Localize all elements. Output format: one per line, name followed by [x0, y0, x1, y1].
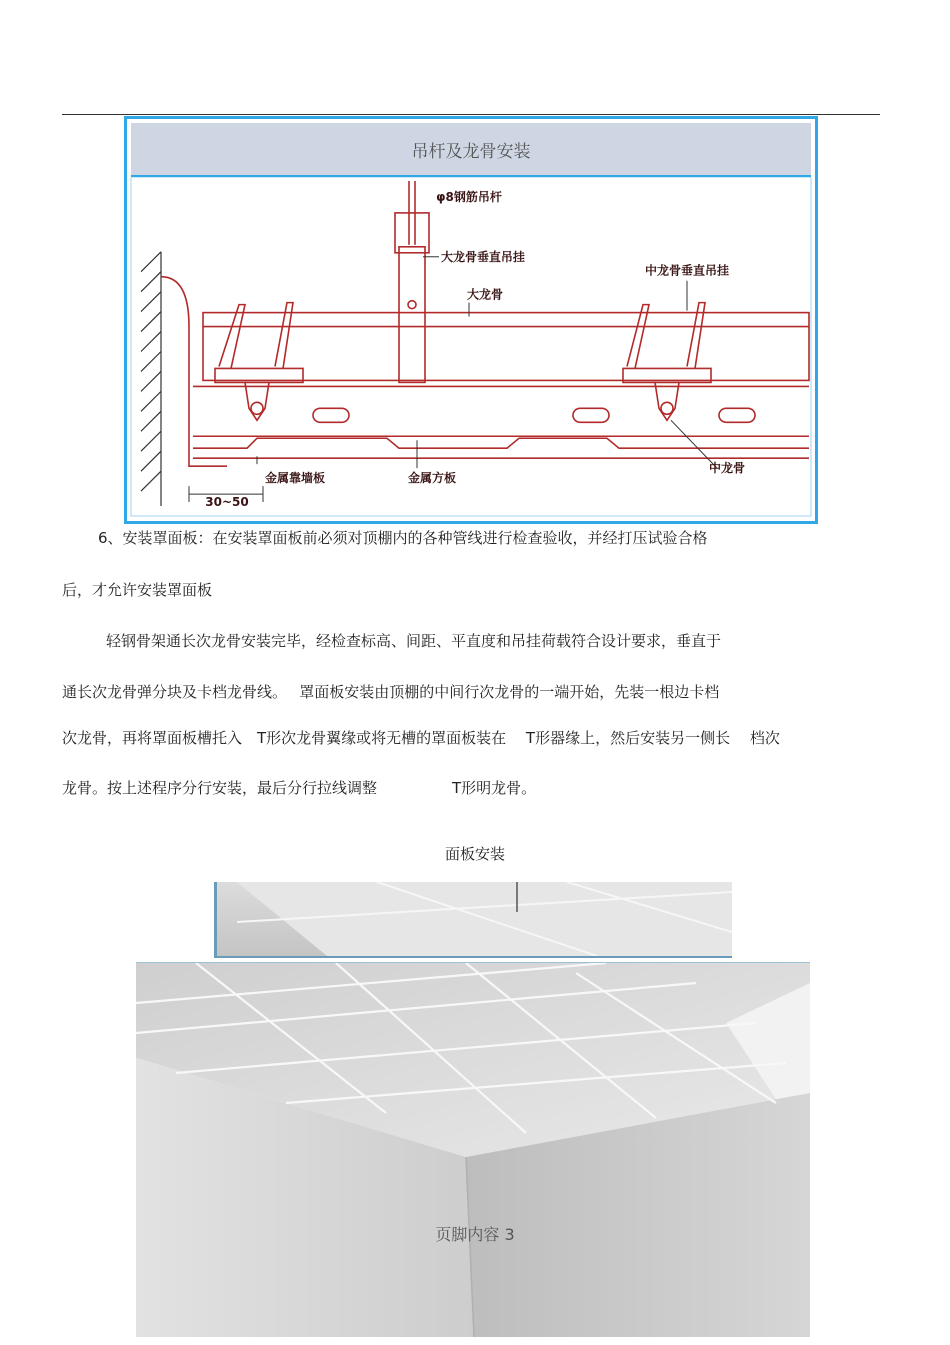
- wall-hatch: [141, 252, 161, 506]
- keel-installation-diagram: [124, 116, 818, 524]
- label-main-hanger: 大龙骨垂直吊挂: [441, 249, 525, 264]
- top-rule: [62, 114, 880, 115]
- diagram-title: 吊杆及龙骨安装: [131, 123, 811, 177]
- page-footer: 页脚内容 3: [435, 1225, 515, 1244]
- ceiling-photo-small: [214, 882, 732, 958]
- label-mid-keel: 中龙骨: [709, 461, 745, 476]
- paragraph-1-line-1: 6、安装罩面板：在安装罩面板前必须对顶棚内的各种管线进行检查验收，并经打压试验合格: [98, 529, 708, 547]
- paragraph-2-line-1: 轻钢骨架通长次龙骨安装完毕，经检查标高、间距、平直度和吊挂荷载符合设计要求，垂直于: [106, 632, 722, 650]
- leader-lines: [189, 257, 717, 502]
- paragraph-2-line-4: 龙骨。按上述程序分行安装，最后分行拉线调整 T形明龙骨。: [62, 779, 537, 797]
- label-wall-board: 金属靠墙板: [265, 471, 325, 486]
- ceiling-photo-large: [136, 962, 810, 1337]
- ceiling-photo-small-image: [217, 882, 732, 956]
- label-main-keel: 大龙骨: [467, 287, 503, 302]
- paragraph-2-line-2: 通长次龙骨弹分块及卡档龙骨线。 罩面板安装由顶棚的中间行次龙骨的一端开始，先装一根边卡档: [62, 683, 720, 701]
- diagram-drawing: [127, 177, 815, 521]
- paragraph-1-line-2: 后，才允许安装罩面板: [62, 581, 213, 599]
- keel-drawing: [161, 181, 809, 466]
- paragraph-2-line-3: 次龙骨，再将罩面板槽托入 T形次龙骨翼缘或将无槽的罩面板装在 T形器缘上，然后安装另一侧长 档次: [62, 729, 780, 747]
- label-rod: φ8钢筋吊杆: [436, 189, 502, 204]
- ceiling-photo-large-image: [136, 963, 810, 1337]
- label-square-plate: 金属方板: [408, 471, 456, 486]
- label-dimension: 30~50: [205, 495, 249, 510]
- diagram-body: [127, 177, 815, 521]
- label-mid-hanger: 中龙骨垂直吊挂: [645, 263, 729, 278]
- figure-caption: 面板安装: [444, 845, 505, 863]
